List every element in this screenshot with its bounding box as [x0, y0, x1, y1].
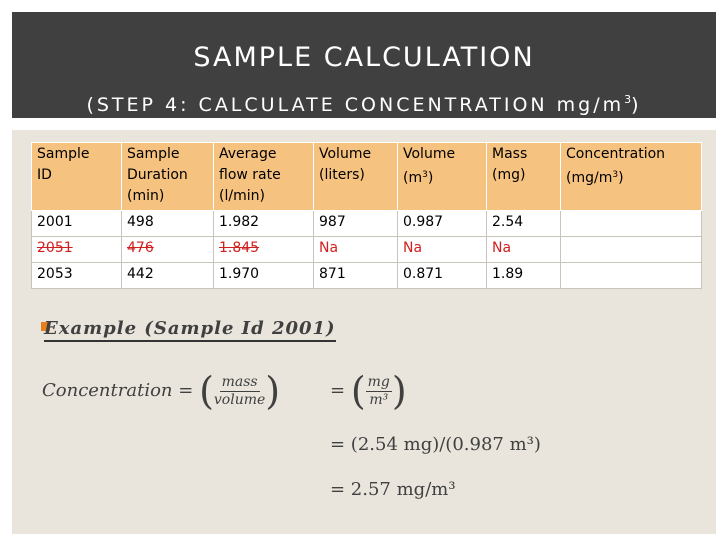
slide-title: SAMPLE CALCULATION — [193, 42, 535, 73]
example-heading: Example (Sample Id 2001) — [44, 318, 336, 342]
table-row — [32, 263, 702, 289]
unit-formula — [330, 369, 407, 413]
sample-table — [31, 142, 702, 289]
cell-volume-m3: Na — [398, 237, 487, 263]
right-paren-icon: ) — [265, 369, 281, 413]
cell-concentration — [561, 263, 702, 289]
slide-title-bar — [12, 12, 716, 118]
cell-duration: 498 — [122, 211, 214, 237]
cell-volume-liters: 987 — [314, 211, 398, 237]
cell-volume-m3: 0.871 — [398, 263, 487, 289]
header-volume-liters: Volume (liters) — [314, 143, 398, 211]
cell-flow-rate: 1.982 — [214, 211, 314, 237]
table-row — [32, 211, 702, 237]
formula-equals: = — [330, 380, 346, 401]
table-row-struck — [32, 237, 702, 263]
cell-duration: 476 — [122, 237, 214, 263]
cell-sample-id: 2053 — [32, 263, 122, 289]
cell-mass: 2.54 — [487, 211, 561, 237]
formula-substitution: = (2.54 mg)/(0.987 m³) — [330, 434, 541, 455]
cell-mass: Na — [487, 237, 561, 263]
fraction-mass-volume: $\frac{\text{mass}}{\text{volume}}$ — [213, 374, 266, 408]
header-mass: Mass (mg) — [487, 143, 561, 211]
cell-mass: 1.89 — [487, 263, 561, 289]
left-paren-icon: ( — [199, 369, 214, 413]
left-paren-icon: ( — [350, 369, 366, 413]
right-paren-icon: ) — [391, 369, 407, 413]
formula-lhs: Concentration = — [42, 380, 194, 401]
cell-volume-liters: Na — [314, 237, 398, 263]
cell-duration: 442 — [122, 263, 214, 289]
fraction-mg-m3: $\frac{mg}{\text{m³}}$ — [367, 374, 390, 408]
header-average-flow-rate: Average flow rate (l/min) — [214, 143, 314, 211]
cell-volume-m3: 0.987 — [398, 211, 487, 237]
header-concentration: Concentration $(mg/m^3)$ — [561, 143, 702, 211]
cell-flow-rate: 1.970 — [214, 263, 314, 289]
cell-volume-liters: 871 — [314, 263, 398, 289]
formula-result: = 2.57 mg/m³ — [330, 479, 456, 500]
cell-flow-rate: 1.845 — [214, 237, 314, 263]
slide-subtitle: (STEP 4: CALCULATE CONCENTRATION $mg/m^3$) — [86, 93, 642, 116]
cell-sample-id: 2001 — [32, 211, 122, 237]
cell-concentration — [561, 211, 702, 237]
header-sample-id: Sample ID — [32, 143, 122, 211]
cell-sample-id: 2051 — [32, 237, 122, 263]
cell-concentration — [561, 237, 702, 263]
concentration-formula — [42, 369, 281, 413]
header-sample-duration: Sample Duration (min) — [122, 143, 214, 211]
header-volume-m3: Volume $(m^3)$ — [398, 143, 487, 211]
table-header-row — [32, 143, 702, 211]
